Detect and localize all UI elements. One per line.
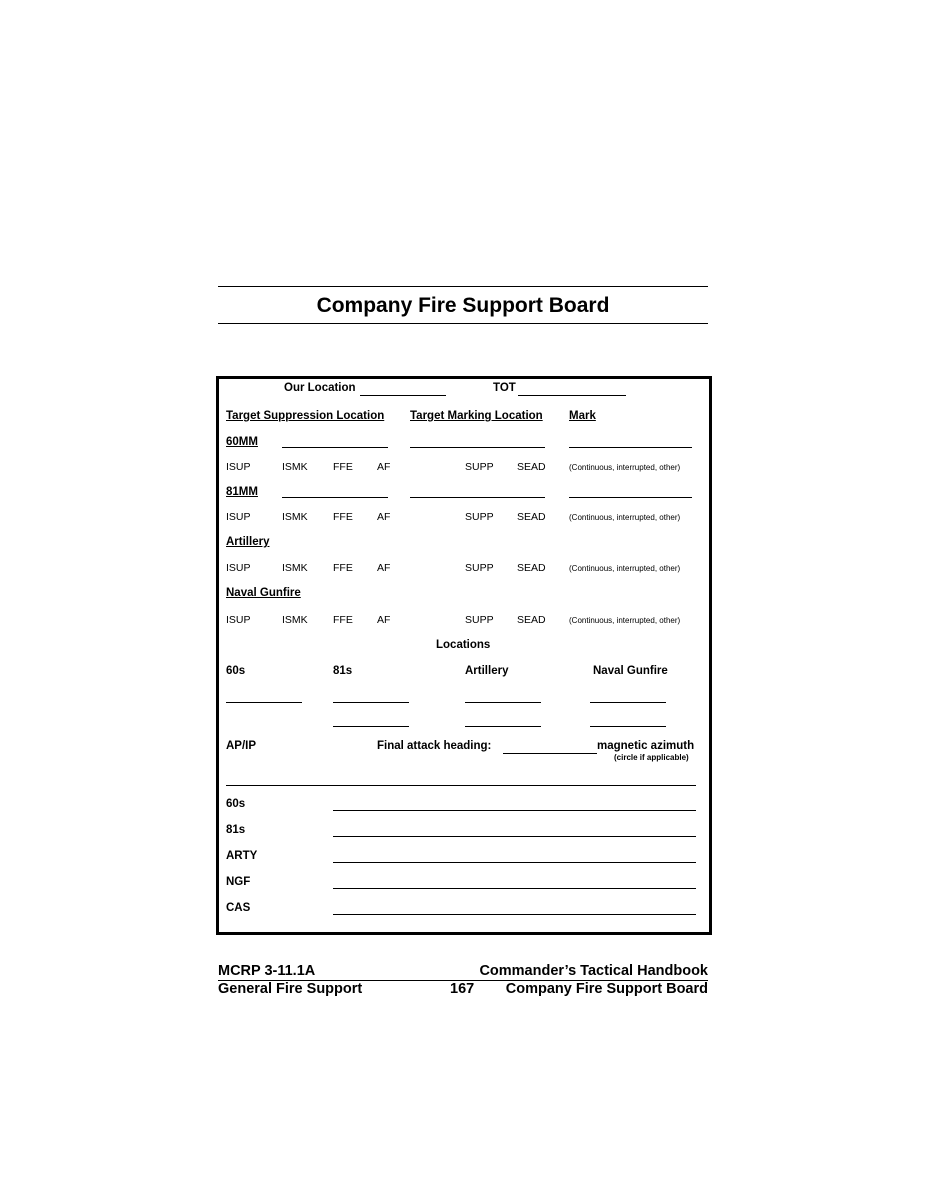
unit-60mm: 60MM xyxy=(226,436,258,448)
our-location-field xyxy=(360,395,446,396)
row-cas: CAS xyxy=(226,902,251,914)
81mm-mark-field xyxy=(569,497,692,498)
ngf-ismk: ISMK xyxy=(282,614,308,626)
locations-col-artillery: Artillery xyxy=(465,665,509,677)
60mm-mark-field xyxy=(569,447,692,448)
apip-label: AP/IP xyxy=(226,740,257,752)
tot-field xyxy=(518,395,626,396)
81mm-ffe: FFE xyxy=(333,511,353,523)
60mm-ismk: ISMK xyxy=(282,461,308,473)
locations-col-60s: 60s xyxy=(226,665,246,677)
60mm-supp: SUPP xyxy=(465,461,494,473)
page-title: Company Fire Support Board xyxy=(316,294,610,317)
row-81s: 81s xyxy=(226,824,246,836)
ngf-isup: ISUP xyxy=(226,614,251,626)
60mm-marking-field xyxy=(410,447,545,448)
header-suppression: Target Suppression Location xyxy=(226,410,385,422)
81mm-suppression-field xyxy=(282,497,388,498)
header-marking: Target Marking Location xyxy=(410,410,543,422)
81mm-af: AF xyxy=(377,511,391,523)
locations-heading: Locations xyxy=(436,639,491,651)
footer-chapter: Company Fire Support Board xyxy=(505,981,708,997)
row-ngf-field xyxy=(333,888,696,889)
81mm-marking-field xyxy=(410,497,545,498)
ngf-af: AF xyxy=(377,614,391,626)
location-artillery-field-2 xyxy=(465,726,541,727)
row-arty-field xyxy=(333,862,696,863)
footer-doc-id: MCRP 3-11.1A xyxy=(218,963,316,979)
ngf-ffe: FFE xyxy=(333,614,353,626)
81mm-mark-types: (Continuous, interrupted, other) xyxy=(569,513,681,522)
60mm-isup: ISUP xyxy=(226,461,251,473)
row-60s: 60s xyxy=(226,798,246,810)
tot-label: TOT xyxy=(493,382,516,394)
60mm-sead: SEAD xyxy=(517,461,546,473)
unit-naval-gunfire: Naval Gunfire xyxy=(226,587,301,599)
81mm-sead: SEAD xyxy=(517,511,546,523)
location-ngf-field-1 xyxy=(590,702,666,703)
location-81s-field-1 xyxy=(333,702,409,703)
artillery-ffe: FFE xyxy=(333,562,353,574)
apip-field xyxy=(226,785,696,786)
row-ngf: NGF xyxy=(226,876,251,888)
title-rule-bottom xyxy=(218,323,708,324)
fire-support-board xyxy=(216,376,712,935)
artillery-sead: SEAD xyxy=(517,562,546,574)
locations-col-81s: 81s xyxy=(333,665,353,677)
ngf-mark-types: (Continuous, interrupted, other) xyxy=(569,616,681,625)
title-rule-top xyxy=(218,286,708,287)
location-60s-field xyxy=(226,702,302,703)
our-location-label: Our Location xyxy=(284,382,356,394)
header-mark: Mark xyxy=(569,410,596,422)
81mm-supp: SUPP xyxy=(465,511,494,523)
artillery-ismk: ISMK xyxy=(282,562,308,574)
location-81s-field-2 xyxy=(333,726,409,727)
unit-81mm: 81MM xyxy=(226,486,258,498)
artillery-supp: SUPP xyxy=(465,562,494,574)
artillery-isup: ISUP xyxy=(226,562,251,574)
footer-section: General Fire Support xyxy=(218,981,363,997)
artillery-mark-types: (Continuous, interrupted, other) xyxy=(569,564,681,573)
location-artillery-field-1 xyxy=(465,702,541,703)
locations-col-naval-gunfire: Naval Gunfire xyxy=(593,665,668,677)
artillery-af: AF xyxy=(377,562,391,574)
footer-handbook-title: Commander’s Tactical Handbook xyxy=(479,963,708,979)
row-81s-field xyxy=(333,836,696,837)
circle-note: (circle if applicable) xyxy=(614,753,689,762)
location-ngf-field-2 xyxy=(590,726,666,727)
row-60s-field xyxy=(333,810,696,811)
row-cas-field xyxy=(333,914,696,915)
ngf-supp: SUPP xyxy=(465,614,494,626)
60mm-af: AF xyxy=(377,461,391,473)
60mm-mark-types: (Continuous, interrupted, other) xyxy=(569,463,681,472)
81mm-ismk: ISMK xyxy=(282,511,308,523)
row-arty: ARTY xyxy=(226,850,258,862)
final-attack-field xyxy=(503,753,597,754)
footer-page-number: 167 xyxy=(450,981,475,997)
final-attack-label: Final attack heading: xyxy=(377,740,492,752)
60mm-suppression-field xyxy=(282,447,388,448)
81mm-isup: ISUP xyxy=(226,511,251,523)
unit-artillery: Artillery xyxy=(226,536,270,548)
ngf-sead: SEAD xyxy=(517,614,546,626)
60mm-ffe: FFE xyxy=(333,461,353,473)
magnetic-azimuth-label: magnetic azimuth xyxy=(597,740,695,752)
